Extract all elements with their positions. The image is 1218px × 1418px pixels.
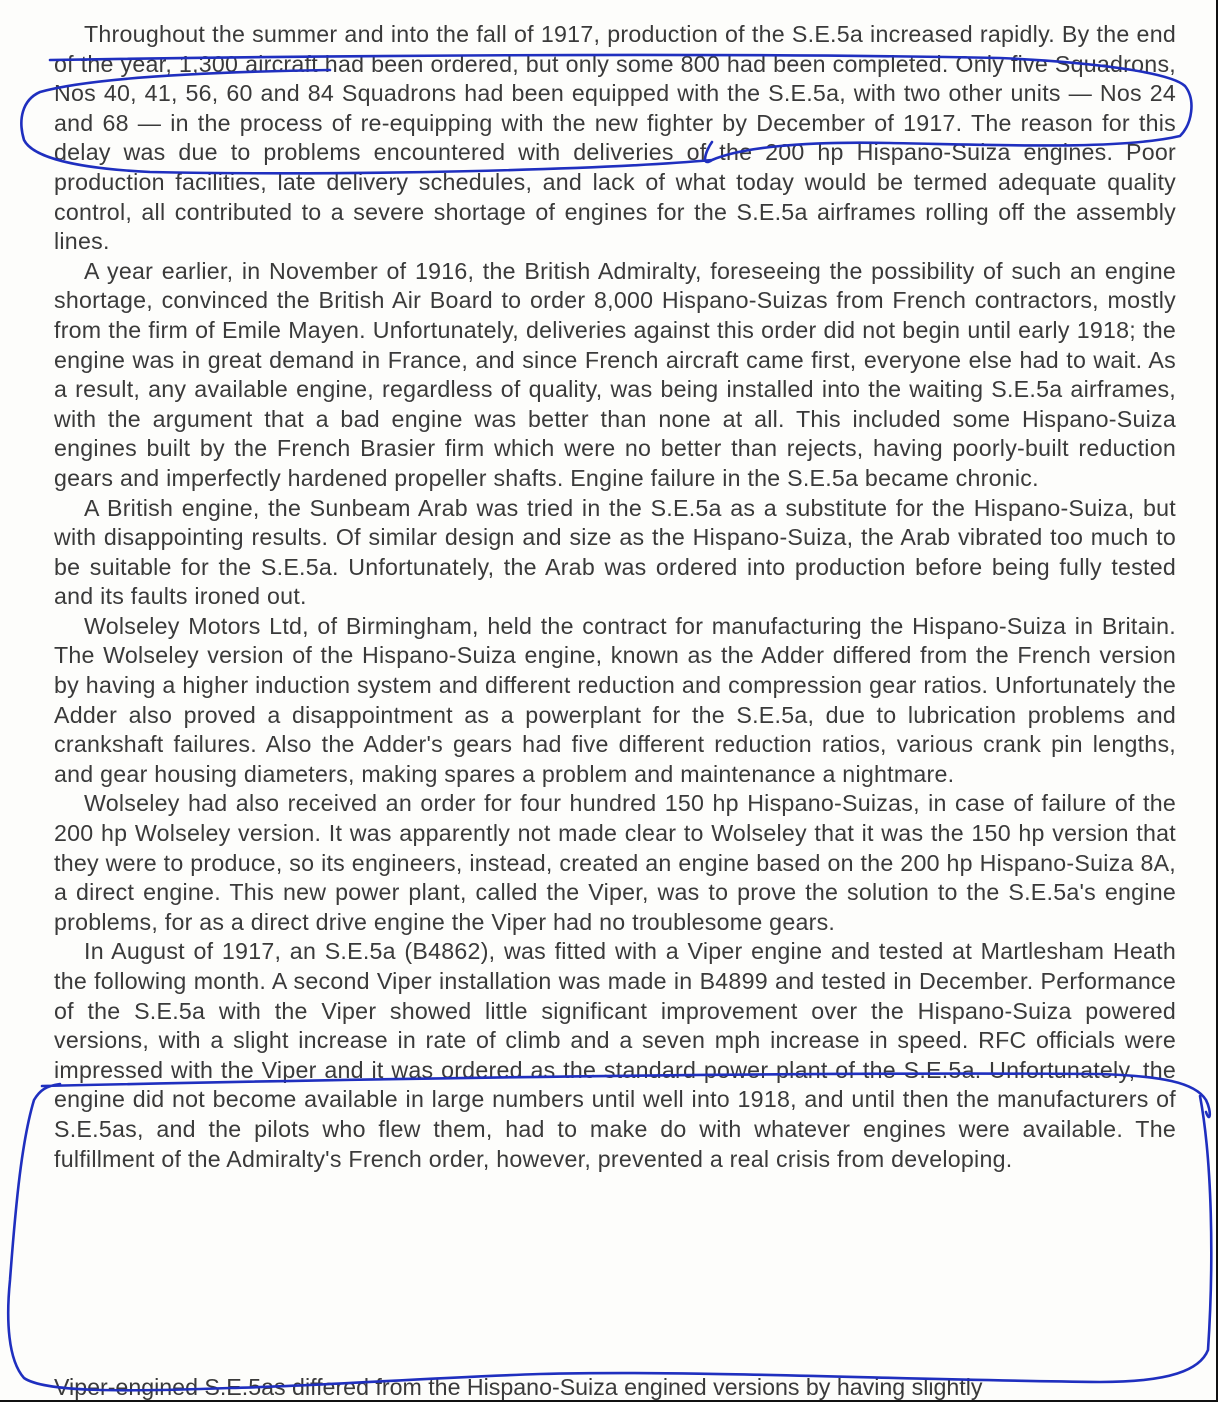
paragraph-sunbeam-arab: A British engine, the Sunbeam Arab was tried in the S.E.5a as a substitute for the Hispano-Suiza, but with disappointing results. Of similar design and size as the Hispano-Suiza, the Arab vibrated too much to be suitable for the S.E.5a. Unfortunately, the Arab was ordered into production before being fully tested and its faults ironed out. xyxy=(54,494,1176,610)
paragraph-production: Throughout the summer and into the fall of 1917, production of the S.E.5a increased rapidly. By the end of the year, 1,300 aircraft had been ordered, but only some 800 had been completed. Only five Squadrons, Nos 40, 41, 56, 60 and 84 Squadrons had been equipped with the S.E.5a, with two other units — Nos 24 and 68 — in the process of re-equipping with the new fighter by December of 1917. The reason for this delay was due to problems encountered with deliveries of the 200 hp Hispano-Suiza engines. Poor production facilities, late delivery schedules, and lack of what today would be termed adequate quality control, all contributed to a severe shortage of engines for the S.E.5a airframes rolling off the assembly lines. xyxy=(54,21,1176,255)
paragraph-viper-testing: In August of 1917, an S.E.5a (B4862), was fitted with a Viper engine and tested at Martlesham Heath the following month. A second Viper installation was made in B4899 and tested in December. Performance of the S.E.5a with the Viper showed little significant improvement over the Hispano-Suiza powered versions, with a slight increase in rate of climb and a seven mph increase in speed. RFC officials were impressed with the Viper and it was ordered as the standard power plant of the S.E.5a. Unfortunately, the engine did not become available in large numbers until well into 1918, and until then the manufacturers of S.E.5as, and the pilots who flew them, had to make do with whatever engines were available. The fulfillment of the Admiralty's French order, however, prevented a real crisis from developing. xyxy=(54,938,1176,1172)
body-text xyxy=(54,20,1176,1174)
cut-off-text-line xyxy=(54,1374,1176,1402)
paragraph-wolseley-viper: Wolseley had also received an order for four hundred 150 hp Hispano-Suizas, in case of failure of the 200 hp Wolseley version. It was apparently not made clear to Wolseley that it was the 150 hp version that they were to produce, so its engineers, instead, created an engine based on the 200 hp Hispano-Suiza 8A, a direct engine. This new power plant, called the Viper, was to prove the solution to the S.E.5a's engine problems, for as a direct drive engine the Viper had no troublesome gears. xyxy=(54,790,1176,935)
paragraph-admiralty-order: A year earlier, in November of 1916, the British Admiralty, foreseeing the possibility of such an engine shortage, convinced the British Air Board to order 8,000 Hispano-Suizas from French contractors, mostly from the firm of Emile Mayen. Unfortunately, deliveries against this order did not begin until early 1918; the engine was in great demand in France, and since French aircraft came first, everyone else had to wait. As a result, any available engine, regardless of quality, was being installed into the waiting S.E.5a airframes, with the argument that a bad engine was better than none at all. This included some Hispano-Suiza engines built by the French Brasier firm which were no better than rejects, having poorly-built reduction gears and imperfectly hardened propeller shafts. Engine failure in the S.E.5a became chronic. xyxy=(54,257,1176,491)
cut-off-text: Viper-engined S.E.5as differed from the Hispano-Suiza engined versions by having slightly xyxy=(54,1374,983,1400)
paragraph-wolseley-adder: Wolseley Motors Ltd, of Birmingham, held the contract for manufacturing the Hispano-Suiza in Britain. The Wolseley version of the Hispano-Suiza engine, known as the Adder differed from the French version by having a higher induction system and different reduction and compression gear ratios. Unfortunately the Adder also proved a disappointment as a powerplant for the S.E.5a, due to lubrication problems and crankshaft failures. Also the Adder's gears had five different reduction ratios, various crank pin lengths, and gear housing diameters, making spares a problem and maintenance a nightmare. xyxy=(54,612,1176,787)
